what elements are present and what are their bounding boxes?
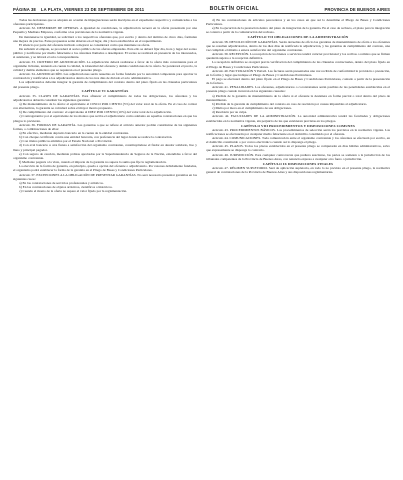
paragraph: La elección de la forma de garantía, en principio, queda a opción del oferente o adjudicatario. Por razones debidamente fundadas, el organismo podrá establecer la forma de la garantía en el Pliego de Bases y Condiciones Particulares.	[13, 164, 197, 173]
paragraph: d) Rescisión por su culpa.	[212, 110, 248, 115]
paragraph: Artículo 39. RECEPCIÓN. La recepción de los bienes o servicios tendrá carácter provisional y los recibos o remitos que se firmen quedarán sujetos a la recepción definitiva.	[206, 52, 390, 61]
paragraph: Artículo 40. FACTURACIÓN Y PAGO. Las facturas serán presentadas una vez recibida de conformidad la provisión o prestación, en la forma y lugar que indique el Pliego de Bases y Condiciones Particulares.	[206, 68, 390, 77]
paragraph: Artículo 47. RÉGIMEN SUPLETORIO. Será de aplicación supletoria, en todo lo no previsto en el presente pliego, la normativa general de contrataciones de la Provincia de Buenos Aires y sus disposiciones reglamentarias.	[206, 165, 390, 175]
section-heading: CAPÍTULO VII OBLIGACIONES DE LA ADMINISTRACIÓN	[247, 35, 349, 40]
paragraph: De subsistir el empate, se procederá al sorteo público de las ofertas empatadas. Para ello se deberá fijar día, hora y lugar del sorteo público y notificarse por medio fehaciente a los oferentes llamados a desempatar. El sorteo se realizará en presencia de los interesados, si asistieren, y se labrará el acta correspondiente.	[13, 47, 197, 60]
paragraph: f) Mediante pagarés a la vista, cuando el importe de la garantía no supere la suma que fije la reglamentación.	[19, 160, 167, 165]
paragraph: La recepción definitiva se otorgará previa verificación del cumplimiento de las cláusulas contractuales, dentro del plazo fijado en el Pliego de Bases y Condiciones Particulares.	[206, 60, 390, 69]
paragraph: Los adjudicatarios deberán integrar la garantía de cumplimiento del contrato dentro del plazo fijado en las cláusulas particulares del presente pliego.	[13, 80, 197, 89]
paragraph: Artículo 43. PROCEDIMIENTOS BÁSICOS. Los procedimientos de selección serán los previstos en la normativa vigente. Las notificaciones se efectuarán por cualquier medio fehaciente en el domicilio constituido por el oferente.	[206, 127, 390, 136]
paragraph: c) Cuando el monto de la oferta no supere el valor fijado por la reglamentación.	[19, 189, 127, 194]
paragraph: Artículo 45. PLAZOS. Todos los plazos establecidos en el presente pliego se computarán en días hábiles administrativos, salvo que expresamente se disponga lo contrario.	[206, 144, 390, 153]
paragraph: Artículo 44. COMUNICACIONES. Toda comunicación entre el organismo contratante y los oferentes se efectuará por escrito, en el domicilio constituido o por correo electrónico cuando así lo disponga el pliego.	[206, 135, 390, 145]
paragraph: a) En efectivo, mediante depósito bancario en la cuenta de la entidad contratante.	[19, 131, 129, 136]
section-heading: CAPÍTULO VI GARANTÍAS	[81, 89, 129, 94]
paragraph: e) En la ejecución de la prestación dentro del plazo de integración de la garantía. En el caso de rechazo, el plazo para la integración se contará a partir de la comunicación del rechazo.	[206, 26, 390, 35]
paragraph: El pago se efectuará dentro del plazo fijado en el Pliego de Bases y Condiciones Particulares, contado a partir de la presentación de la factura.	[206, 76, 390, 86]
paragraph: Artículo 42. FACULTADES DE LA ADMINISTRACIÓN. La autoridad administrativa tendrá las facultades y obligaciones establecidas en la normativa vigente, sin perjuicio de las que estuvieren previstas en los pliegos.	[206, 114, 390, 123]
paragraph: d) Con aval bancario u otra fianza a satisfacción del organismo contratante, constituyéndose el fiador en deudor solidario, liso y llano y principal pagador.	[13, 143, 197, 152]
paragraph: De mantenerse la igualdad, se solicitará a los respectivos oferentes que, por escrito y dentro del término de cinco días, formulen una mejora de precios. Estas propuestas serán abiertas en el lugar, día y hora establecidos en el requerimiento.	[13, 34, 197, 43]
paragraph: b) Con cheque certificado contra una entidad bancaria, con preferencia del lugar donde se realice la contratación.	[19, 135, 173, 140]
paragraph: Artículo 34. ADJUDICACIÓN. Las adjudicaciones serán resueltas en forma fundada por la autoridad competente para aprobar la contratación y notificadas a los adjudicatarios dentro de los tres días de dictado el acto administrativo.	[13, 72, 197, 81]
header-left	[13, 7, 144, 12]
paragraph: Todas las decisiones que se adopten en ocasión de impugnaciones serán inscriptas en el expediente respectivo y comunicadas a los oferentes participantes.	[13, 18, 197, 27]
paragraph: b) Pérdida de la garantía de cumplimiento del contrato en caso de rescisión por causas imputables al adjudicatario.	[212, 101, 368, 106]
paragraph: El silencio por parte del oferente invitado a mejorar se considerará como que mantiene su oferta.	[19, 42, 151, 47]
paragraph: Artículo 32. DESEMPATE DE OFERTAS. A igualdad de condiciones, la adjudicación recaerá en la oferta presentada por una Pequeña y Mediana Empresa, conforme a las previsiones de la normativa vigente.	[13, 26, 197, 35]
text-columns	[13, 18, 390, 193]
paragraph: a) Pérdida de la garantía de mantenimiento de la oferta si el oferente la desistiere en forma parcial o total dentro del plazo de mantenimiento.	[206, 93, 390, 102]
paragraph: c) Con títulos públicos emitidos por el Estado Nacional o Provincial.	[19, 139, 113, 144]
paragraph: a) De mantenimiento de la oferta: el equivalente al CINCO POR CIENTO (5%) del valor total de la oferta. En el caso de cotizar con alternativas, la garantía se calculará sobre el mayor monto propuesto.	[13, 101, 197, 111]
page-number: PÁGINA 38	[13, 7, 36, 12]
header-right: PROVINCIA DE BUENOS AIRES	[324, 7, 390, 12]
paragraph: c) Contragarantía: por el equivalente de los montos que reciba el adjudicatario como adelanto en aquellas contrataciones en que los pliegos lo previeran.	[13, 114, 197, 123]
paragraph: c) Multa por mora en el cumplimiento de sus obligaciones.	[212, 106, 292, 111]
paragraph: Artículo 37. EXCEPCIONES A LA OBLIGACIÓN DE PRESENTAR GARANTÍAS. No será necesario presentar garantías en los siguientes casos:	[13, 172, 197, 181]
page-date: LA PLATA, VIERNES 23 DE SEPTIEMBRE DE 2011	[40, 7, 145, 12]
paragraph: Artículo 41. PENALIDADES. Los oferentes, adjudicatarios o cocontratantes serán pasibles de las penalidades establecidas en el presente pliego cuando incurran en las siguientes causales:	[206, 85, 390, 94]
paragraph: d) En las contrataciones de artículos perecederos y en los casos en que así lo determine el Pliego de Bases y Condiciones Particulares.	[206, 18, 390, 27]
paragraph: Artículo 46. JURISDICCIÓN. Para cualquier controversia que pudiera suscitarse, las partes se someten a la jurisdicción de los tribunales competentes de la Provincia de Buenos Aires, con renuncia expresa a cualquier otro fuero o jurisdicción.	[206, 152, 390, 161]
paragraph: Artículo 35. CLASES DE GARANTÍAS. Para afianzar el cumplimiento de todas las obligaciones, los oferentes y los adjudicatarios deberán constituir las siguientes garantías:	[13, 93, 197, 102]
paragraph: b) De cumplimiento del contrato: el equivalente al DIEZ POR CIENTO (10%) del valor total de la adjudicación.	[19, 110, 172, 115]
paragraph: e) Con seguro de caución, mediante pólizas aprobadas por la Superintendencia de Seguros de la Nación, extendidas a favor del organismo contratante.	[13, 151, 197, 160]
section-heading: CAPÍTULO VIII PROCEDIMIENTOS Y DISPOSICIONES COMUNES	[241, 123, 355, 128]
paragraph: Artículo 33. CRITERIO DE ADJUDICACIÓN. La adjudicación deberá realizarse a favor de la oferta más conveniente para el organismo licitante, teniendo en cuenta la calidad, la idoneidad del oferente y demás condiciones de la oferta. Se ponderará el precio, la calidad y demás elementos que se requieran en el presente pliego.	[13, 59, 197, 72]
page-header	[13, 6, 390, 14]
paragraph: b) En las contrataciones de objetos artísticos, científicos o históricos.	[19, 185, 113, 190]
paragraph: Artículo 38. DEVOLUCIÓN DE GARANTÍAS. Serán devueltas de oficio las garantías de mantenimiento de oferta a los oferentes que no resulten adjudicatarios, dentro de los diez días de notificada la adjudicación, y las garantías de cumplimiento del contrato, una vez cumplido el mismo a entera satisfacción del organismo contratante.	[206, 39, 390, 52]
publication-title: BOLETÍN OFICIAL	[209, 6, 260, 12]
paragraph: Artículo 36. FORMAS DE GARANTÍA. Las garantías a que se refiere el artículo anterior podrán constituirse de las siguientes formas, o combinaciones de ellas:	[13, 122, 197, 131]
section-heading: CAPÍTULO IX DISPOSICIONES FINALES	[262, 161, 334, 166]
left-column	[13, 18, 197, 193]
right-column	[206, 18, 390, 193]
paragraph: a) En las contrataciones de servicios profesionales y artísticos.	[19, 180, 104, 185]
